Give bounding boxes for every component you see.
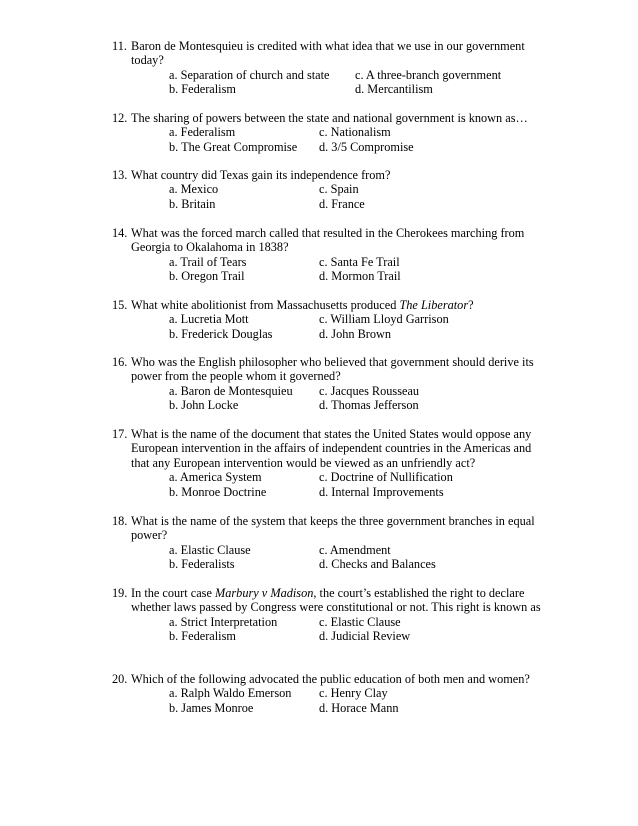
question-number: 16. (112, 355, 128, 369)
question-text (112, 168, 544, 182)
option-c: c. Henry Clay (319, 686, 388, 701)
question-text (112, 298, 544, 312)
options-row (112, 82, 544, 96)
options-row (112, 701, 544, 715)
option-b: b. James Monroe (169, 700, 254, 715)
options-row (112, 470, 544, 484)
option-b: b. Frederick Douglas (169, 326, 273, 341)
options-row (112, 68, 544, 82)
options-row (112, 140, 544, 154)
option-a: a. Lucretia Mott (169, 312, 249, 327)
question-15 (112, 298, 544, 341)
option-c: c. Elastic Clause (319, 614, 401, 629)
options-row (112, 543, 544, 557)
question-body-end: ? (468, 298, 474, 312)
option-d: d. Mercantilism (355, 82, 433, 97)
question-body: What was the forced march called that resulted in the Cherokees marching from Georgia to Okalahoma in 1838? (131, 226, 525, 255)
option-b: b. Monroe Doctrine (169, 484, 267, 499)
option-a: a. Federalism (169, 125, 236, 140)
option-b: b. Federalism (169, 629, 236, 644)
option-d: d. Checks and Balances (319, 557, 436, 572)
option-a: a. America System (169, 470, 262, 485)
option-c: c. Spain (319, 182, 359, 197)
options-row (112, 197, 544, 211)
question-14 (112, 226, 544, 284)
option-c: c. William Lloyd Garrison (319, 312, 449, 327)
question-text (112, 514, 544, 543)
options-row (112, 686, 544, 700)
option-a: a. Mexico (169, 182, 219, 197)
question-text (112, 586, 544, 615)
question-body: Which of the following advocated the public education of both men and women? (131, 672, 530, 686)
option-d: d. 3/5 Compromise (319, 139, 414, 154)
options-row (112, 485, 544, 499)
option-b: b. Federalism (169, 82, 236, 97)
options-row (112, 629, 544, 643)
option-b: b. Oregon Trail (169, 269, 245, 284)
question-18 (112, 514, 544, 572)
option-a: a. Ralph Waldo Emerson (169, 686, 292, 701)
court-case-name: Marbury v Madison (215, 586, 314, 600)
question-body: What country did Texas gain its independence from? (131, 168, 391, 182)
option-d: d. John Brown (319, 326, 392, 341)
options-row (112, 125, 544, 139)
option-c: c. Santa Fe Trail (319, 254, 400, 269)
question-body: The sharing of powers between the state and national government is known as… (131, 111, 528, 125)
options-row (112, 557, 544, 571)
options-row (112, 384, 544, 398)
question-13 (112, 168, 544, 211)
question-number: 14. (112, 226, 128, 240)
publication-title: The Liberator (399, 298, 469, 312)
question-number: 15. (112, 298, 128, 312)
question-12 (112, 111, 544, 154)
options-row (112, 398, 544, 412)
option-c: c. Amendment (319, 542, 391, 557)
question-text (112, 672, 544, 686)
question-16 (112, 355, 544, 413)
options-row (112, 327, 544, 341)
question-body-end: , the court’s established the right to declare whether laws passed by Congress were constitutional or not. This right is known as (131, 586, 541, 615)
question-number: 11. (112, 39, 127, 53)
option-c: c. Nationalism (319, 125, 391, 140)
option-a: a. Trail of Tears (169, 254, 247, 269)
option-b: b. Britain (169, 196, 216, 211)
option-a: a. Elastic Clause (169, 542, 251, 557)
options-row (112, 312, 544, 326)
question-text (112, 226, 544, 255)
option-b: b. John Locke (169, 398, 239, 413)
option-a: a. Separation of church and state (169, 67, 330, 82)
question-20 (112, 672, 544, 715)
question-number: 19. (112, 586, 128, 600)
question-19 (112, 586, 544, 644)
option-b: b. Federalists (169, 557, 235, 572)
option-d: d. Internal Improvements (319, 484, 444, 499)
question-11 (112, 39, 544, 97)
option-d: d. Mormon Trail (319, 269, 401, 284)
question-body-start: What white abolitionist from Massachusetts produced (131, 298, 400, 312)
question-text (112, 355, 544, 384)
option-d: d. France (319, 196, 365, 211)
question-number: 13. (112, 168, 128, 182)
question-body: Baron de Montesquieu is credited with what idea that we use in our government today? (131, 39, 525, 68)
question-body-start: In the court case (131, 586, 215, 600)
question-17 (112, 427, 544, 499)
option-a: a. Baron de Montesquieu (169, 383, 293, 398)
question-body: What is the name of the document that states the United States would oppose any European intervention in the affairs of independent countries in the Americas and that any European intervention would be viewed as an unfriendly act? (131, 427, 532, 470)
option-c: c. A three-branch government (355, 67, 502, 82)
options-row (112, 269, 544, 283)
options-row (112, 182, 544, 196)
question-number: 18. (112, 514, 128, 528)
question-number: 12. (112, 111, 128, 125)
option-a: a. Strict Interpretation (169, 614, 278, 629)
options-row (112, 615, 544, 629)
question-number: 20. (112, 672, 128, 686)
option-d: d. Thomas Jefferson (319, 398, 419, 413)
option-d: d. Judicial Review (319, 629, 411, 644)
option-b: b. The Great Compromise (169, 139, 298, 154)
question-text (112, 427, 544, 470)
option-c: c. Doctrine of Nullification (319, 470, 453, 485)
options-row (112, 255, 544, 269)
option-d: d. Horace Mann (319, 700, 399, 715)
option-c: c. Jacques Rousseau (319, 383, 420, 398)
question-text (112, 39, 544, 68)
question-body: What is the name of the system that keeps the three government branches in equal power? (131, 514, 535, 543)
question-number: 17. (112, 427, 128, 441)
question-text (112, 111, 544, 125)
question-body: Who was the English philosopher who believed that government should derive its power from the people whom it governed? (131, 355, 534, 384)
